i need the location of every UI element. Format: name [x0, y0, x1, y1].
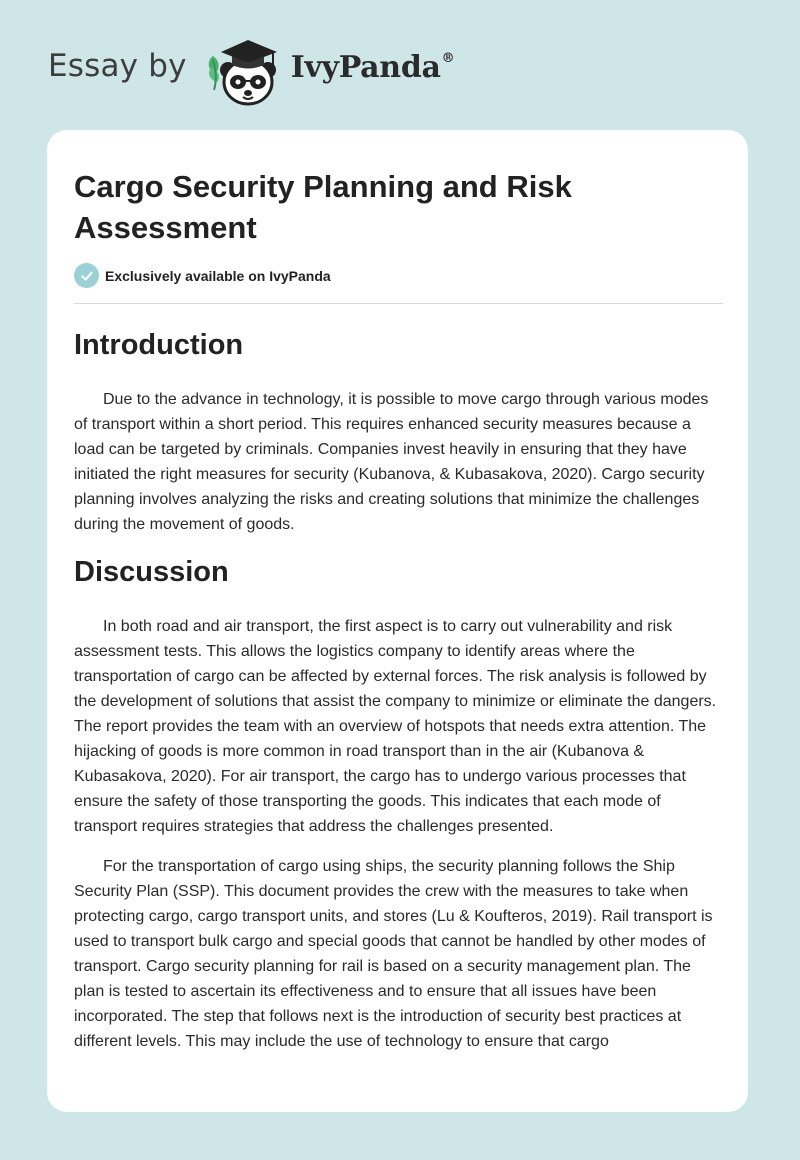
trademark-symbol: ® [441, 50, 455, 66]
section-heading-introduction: Introduction [74, 329, 244, 361]
leaf-icon [208, 56, 218, 90]
brand-name[interactable] [291, 50, 455, 85]
title-divider [74, 303, 723, 304]
exclusive-badge-label: Exclusively available on IvyPanda [105, 267, 331, 284]
brand-label: IvyPanda [290, 49, 441, 85]
article-card [47, 130, 748, 1112]
site-header [48, 30, 454, 110]
check-circle-icon [74, 263, 99, 288]
paragraph: In both road and air transport, the first aspect is to carry out vulnerability and risk assessment tests. This allows the logistics company to identify areas where the transportation of cargo can be affected by external forces. The risk analysis is followed by the development of solutions that assist the company to minimize or eliminate the dangers. The report provides the team with an overview of hotspots that needs extra attention. The hijacking of goods is more common in road transport than in the air (Kubanova & Kubasakova, 2020). For air transport, the cargo has to undergo various processes that ensure the safety of those transporting the goods. This indicates that each mode of transport requires strategies that address the challenges presented. [74, 618, 717, 835]
exclusive-badge [74, 263, 331, 288]
paragraph: Due to the advance in technology, it is possible to move cargo through various modes of transport within a short period. This requires enhanced security measures because a load can be targeted by criminals. Companies invest heavily in ensuring that they have initiated the right measures for security (Kubanova, & Kubasakova, 2020). Cargo security planning involves analyzing the risks and creating solutions that minimize the challenges during the movement of goods. [74, 391, 709, 533]
article-title: Cargo Security Planning and Risk Assessment [74, 169, 572, 245]
panda-logo-icon[interactable] [201, 30, 291, 110]
essay-by-label: Essay by [48, 48, 187, 84]
paragraph: For the transportation of cargo using ships, the security planning follows the Ship Security Plan (SSP). This document provides the crew with the measures to take when protecting cargo, cargo transport units, and stores (Lu & Koufteros, 2019). Rail transport is used to transport bulk cargo and special goods that cannot be handled by other modes of transport. Cargo security planning for rail is based on a security management plan. The plan is tested to ascertain its effectiveness and to ensure that all issues have been incorporated. The step that follows next is the introduction of security best practices at different levels. This may include the use of technology to ensure that cargo [74, 858, 713, 1050]
section-heading-discussion: Discussion [74, 556, 229, 588]
